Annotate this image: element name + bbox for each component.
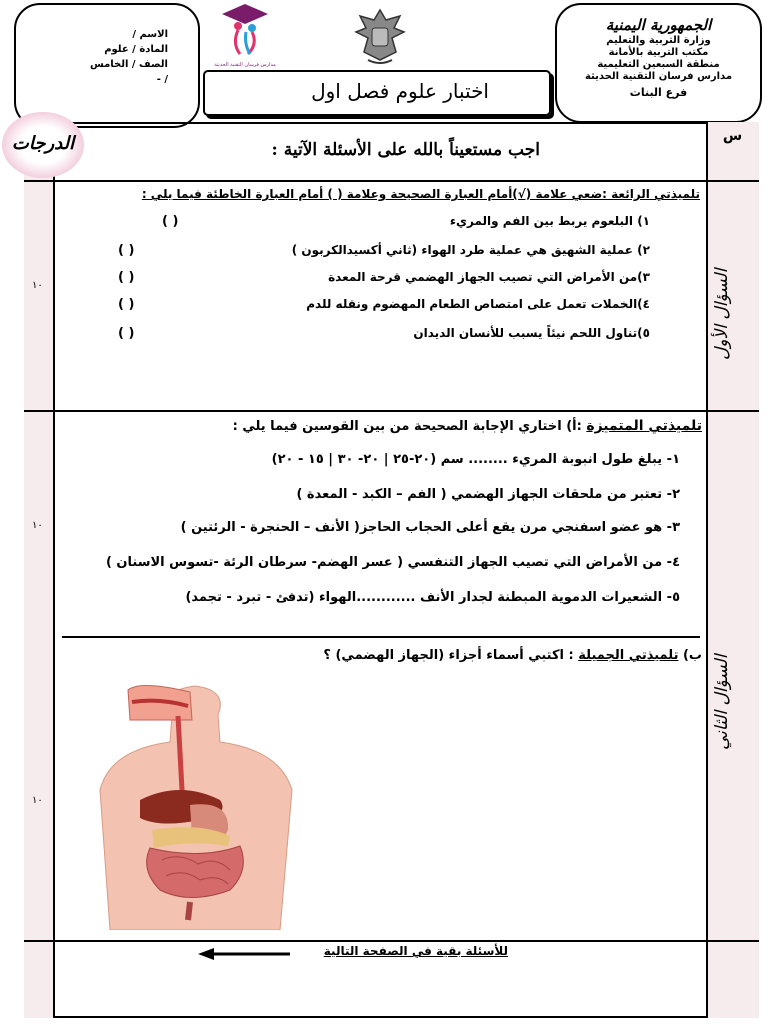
section2-score-a: ١٠ — [32, 520, 43, 531]
s2-item-3: ٣- هو عضو اسفنجي مرن يقع أعلى الحجاب الحاجز( الأنف – الحنجرة - الرئتين ) — [180, 520, 680, 535]
scores-column — [24, 122, 55, 1018]
question-column-header: س — [722, 128, 743, 144]
divider-top — [24, 180, 759, 182]
section2-score-b: ١٠ — [32, 795, 43, 806]
section1-score: ١٠ — [32, 280, 43, 291]
school-line: مدارس فرسان التقنية الحديثة — [584, 71, 733, 82]
divider-bottom — [24, 940, 759, 942]
national-emblem-icon — [350, 6, 410, 66]
s1-item-4: ٤)الخملات تعمل على امتصاص الطعام المهضوم ونقله للدم — [306, 297, 650, 311]
part-b-lead: تلميذتي الجميلة — [578, 648, 679, 663]
ministry-header-box — [555, 3, 762, 123]
footer-note: للأسئلة بقية في الصفحة التالية — [323, 944, 508, 958]
grade-label: الصف / الخامس — [89, 59, 168, 70]
part-b-prefix: ب) — [678, 648, 702, 663]
divider-section — [24, 410, 759, 412]
office-line: مكتب التربية بالأمانة — [608, 47, 709, 58]
date-label: / - — [156, 74, 168, 85]
section1-label: السؤال الأول — [712, 268, 732, 360]
s1-item-2: ٢) عملية الشهيق هي عملية طرد الهواء (ثاني أكسيدالكربون ) — [291, 243, 650, 257]
s1-blank-4[interactable]: ( ) — [118, 297, 135, 312]
student-info-box — [14, 3, 200, 128]
s1-item-1: ١) البلعوم يربط بين الفم والمريء — [449, 214, 650, 228]
zone-line: منطقة السبعين التعليمية — [597, 59, 720, 70]
section1-instruction: تلميذتي الرائعة :ضعي علامة (√)أمام العبارة الصحيحة وعلامة ( ) أمام العبارة الخاطئة فيما يلي : — [141, 187, 700, 201]
s1-blank-5[interactable]: ( ) — [118, 326, 135, 341]
section2-part-a-instruction — [180, 418, 702, 434]
s2-item-2: ٢- تعتبر من ملحقات الجهاز الهضمي ( الفم – الكبد - المعدة ) — [296, 487, 680, 502]
divider-part-b — [62, 636, 700, 638]
exam-title: اختبار علوم فصل اول — [203, 70, 551, 116]
s2-item-1: ١- يبلغ طول انبوبة المريء ........ سم (٢٠-٢٥ | ٢٠- ٣٠ | ١٥ - ٢٠) — [271, 452, 680, 467]
school-logo-icon — [210, 2, 280, 66]
part-a-lead: تلميذتي المتميزة — [586, 418, 702, 434]
s1-blank-3[interactable]: ( ) — [118, 270, 135, 285]
grades-badge: الدرجات — [2, 112, 84, 178]
s1-item-5: ٥)تناول اللحم نيئاً يسبب للأنسان الديدان — [413, 326, 650, 340]
ministry-line: وزارة التربية والتعليم — [606, 35, 711, 46]
arrow-left-icon — [198, 946, 290, 960]
digestive-system-illustration — [80, 680, 320, 930]
republic-title: الجمهورية اليمنية — [605, 16, 712, 34]
section2-part-b-instruction — [260, 648, 702, 663]
s1-blank-2[interactable]: ( ) — [118, 243, 135, 258]
branch-line: فرع البنات — [629, 86, 688, 99]
subject-label: المادة / علوم — [104, 44, 168, 55]
part-b-rest: : اكتبي أسماء أجزاء (الجهاز الهضمي) ؟ — [323, 648, 579, 663]
s2-item-5: ٥- الشعيرات الدموية المبطنة لجدار الأنف ............الهواء (تدفئ - تبرد - تجمد) — [185, 590, 680, 605]
section2-label: السؤال الثاني — [712, 654, 732, 750]
name-label: الاسم / — [132, 29, 168, 40]
part-a-rest: :أ) اختاري الإجابة الصحيحة من بين القوسين فيما يلي : — [232, 419, 587, 434]
s1-blank-1[interactable]: ( ) — [162, 214, 179, 229]
s1-item-3: ٣)من الأمراض التي تصيب الجهاز الهضمي قرحة المعدة — [328, 270, 650, 284]
s2-item-4: ٤- من الأمراض التي تصيب الجهاز التنفسي ( عسر الهضم- سرطان الرئة -تسوس الاسنان ) — [105, 555, 680, 570]
school-logo-caption: مدارس فرسان التقنية الحديثة — [214, 62, 276, 68]
main-instruction: اجب مستعيناً بالله على الأسئلة الآتية : — [271, 140, 540, 160]
